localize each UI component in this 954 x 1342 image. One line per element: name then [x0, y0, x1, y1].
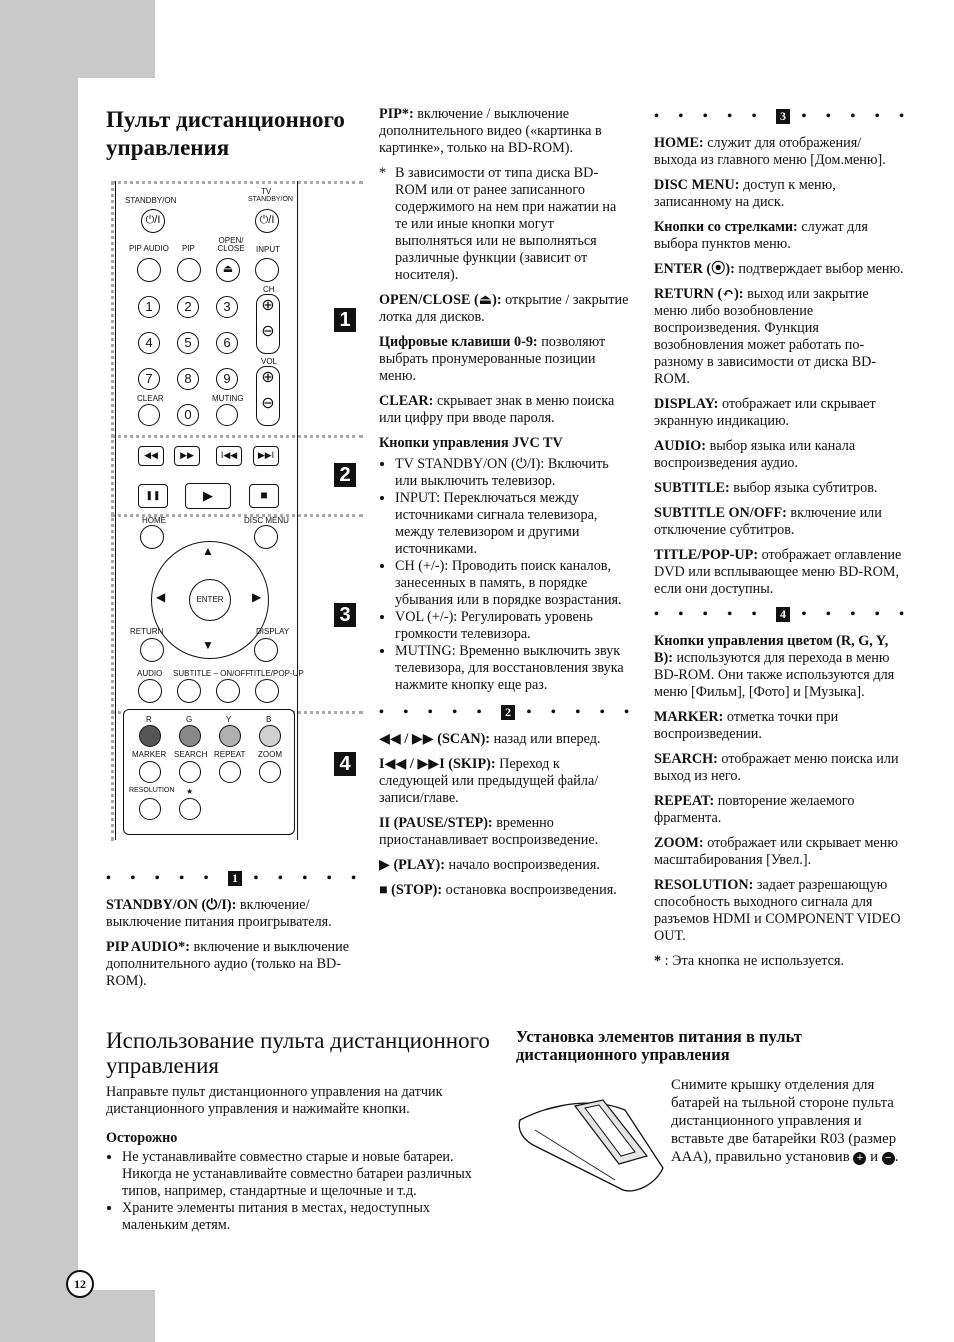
title-popup-label: TITLE/POP-UP [249, 669, 304, 678]
term: ■ (STOP): [379, 882, 443, 898]
desc-repeat [654, 793, 904, 827]
desc-arrows [654, 219, 904, 253]
standby-button[interactable]: ⏻/I [141, 209, 165, 233]
tv-standby-button[interactable]: ⏻/I [255, 209, 279, 233]
desc-enter [654, 261, 904, 278]
list-item: • VOL (+/-): Регулировать уровень громкости телевизора. [395, 609, 629, 643]
column-2 [379, 106, 638, 907]
desc-text: отображает меню поиска или выход из него. [654, 751, 899, 784]
play-button[interactable]: ▶ [185, 483, 231, 509]
subtitle-button[interactable] [177, 679, 201, 703]
section-divider: • • • • • 3 • • • • • [654, 109, 913, 124]
usage-intro: Направьте пульт дистанционного управления на датчик дистанционного управления и нажимайте кнопки. [106, 1084, 443, 1117]
section-divider: • • • • • 2 • • • • • [379, 705, 638, 720]
desc-text: временно приостанавливает воспроизведение. [379, 815, 599, 848]
arrow-right-icon[interactable]: ▶ [252, 590, 262, 604]
tv-standby-label: STANDBY/ON [248, 196, 293, 203]
term: STANDBY/ON (⏻/I): [106, 897, 237, 913]
star-label: ★ [186, 787, 194, 796]
list-item: • INPUT: Переключаться между источниками сигнала телевизора, между телевизором и другими источниками. [395, 490, 629, 558]
audio-button[interactable] [138, 679, 162, 703]
term: ▶ (PLAY): [379, 857, 445, 873]
subtitle-onoff-button[interactable] [216, 679, 240, 703]
desc-search [654, 751, 904, 785]
repeat-button[interactable] [219, 761, 241, 783]
divider-number: 3 [776, 109, 790, 124]
desc-text: задает разрешающую способность выходного сигнала для разъемов HDMI и COMPONENT VIDEO OUT. [654, 877, 901, 944]
desc-digits [379, 334, 629, 385]
arrow-left-icon[interactable]: ◀ [156, 590, 166, 604]
plus-icon[interactable]: ⊕ [261, 369, 275, 386]
jvc-list [379, 456, 629, 694]
desc-subtitle [654, 480, 904, 497]
muting-label: MUTING [212, 394, 244, 403]
desc-text: открытие / закрытие лотка для дисков. [379, 292, 629, 325]
note-mark: * [379, 165, 387, 181]
desc-audio [654, 438, 904, 472]
minus-icon[interactable]: ⊖ [261, 323, 275, 340]
standby-label: STANDBY/ON [125, 196, 177, 205]
arrow-pad[interactable] [151, 541, 269, 659]
arrow-up-icon[interactable]: ▲ [202, 544, 214, 558]
desc-text: включение и выключение дополнительного аудио (только на BD-ROM). [106, 939, 350, 989]
battery-text [671, 1076, 906, 1166]
desc-skip [379, 756, 629, 807]
marker-label: MARKER [132, 750, 167, 759]
battery-title: Установка элементов питания в пульт дистанционного управления [516, 1027, 802, 1064]
term: ◀◀ / ▶▶ (SCAN): [379, 731, 491, 747]
desc-pip-audio [106, 939, 351, 990]
page-number: 12 [66, 1270, 94, 1298]
caution-title [106, 1130, 498, 1147]
term: RESOLUTION: [654, 877, 754, 893]
term: Цифровые клавиши 0-9: [379, 334, 538, 350]
desc-text: используются для перехода в меню BD-ROM. Они также используются для меню [Фильм], [Фото] и [Музыка]. [654, 650, 895, 700]
desc-text: Переход к следующей или предыдущей файла/записи/главе. [379, 756, 599, 806]
desc-return [654, 286, 904, 388]
star-button[interactable] [179, 798, 201, 820]
term: REPEAT: [654, 793, 715, 809]
desc-stop [379, 882, 629, 899]
desc-display [654, 396, 904, 430]
page-margin-left [0, 0, 78, 1342]
divider-number: 2 [501, 705, 515, 720]
stop-button[interactable]: ■ [249, 484, 279, 508]
pip-button[interactable] [177, 258, 201, 282]
plus-icon: + [853, 1152, 866, 1165]
return-label: RETURN [130, 627, 164, 636]
audio-label: AUDIO [137, 669, 163, 678]
term: CLEAR: [379, 393, 434, 409]
home-button[interactable] [140, 525, 164, 549]
pip-audio-button[interactable] [137, 258, 161, 282]
digit-1-button[interactable]: 1 [138, 296, 160, 318]
term: SEARCH: [654, 751, 718, 767]
jvc-title [379, 435, 629, 452]
digit-9-button[interactable]: 9 [216, 368, 238, 390]
battery-instructions: Снимите крышку отделения для батарей на тыльной стороне пульта дистанционного управления и вставьте две батарейки R03 (размер AAA), правильно установив [671, 1077, 897, 1165]
y-label: Y [226, 715, 232, 724]
desc-text: назад или вперед. [490, 731, 601, 747]
desc-text: : Эта кнопка не используется. [661, 953, 845, 969]
open-close-button[interactable]: ⏏ [216, 258, 240, 282]
desc-text: служат для выбора пунктов меню. [654, 219, 868, 252]
tv-label: TV [261, 187, 272, 196]
zoom-label: ZOOM [258, 750, 282, 759]
vol-label: VOL [261, 357, 278, 366]
disc-menu-button[interactable] [254, 525, 278, 549]
list-item: • MUTING: Временно выключить звук телевизора, для восстановления звука нажмите кнопку еще раз. [395, 643, 629, 694]
desc-home [654, 135, 904, 169]
end-text: . [894, 1149, 899, 1165]
remote-body-edge [297, 181, 298, 840]
pause-button[interactable]: ❚❚ [138, 484, 168, 508]
caution-heading: Осторожно [106, 1130, 178, 1146]
muting-button[interactable] [216, 404, 238, 426]
subtitle-label: SUBTITLE – ON/OFF [173, 669, 251, 678]
resolution-button[interactable] [139, 798, 161, 820]
desc-subtitle-onoff [654, 505, 904, 539]
repeat-label: REPEAT [214, 750, 246, 759]
desc-text: позволяют выбрать пронумерованные позиции меню. [379, 334, 606, 384]
display-label: DISPLAY [256, 627, 290, 636]
term: DISPLAY: [654, 396, 719, 412]
scan-back-button[interactable]: ◀◀ [138, 446, 164, 466]
term: Кнопки со стрелками: [654, 219, 798, 235]
clear-button[interactable] [138, 404, 160, 426]
desc-text: отображает или скрывает экранную индикацию. [654, 396, 876, 429]
desc-clear [379, 393, 629, 427]
scan-forward-button[interactable]: ▶▶ [174, 446, 200, 466]
term: SUBTITLE ON/OFF: [654, 505, 787, 521]
note [379, 165, 629, 284]
desc-text: выход или закрытие меню либо возобновление воспроизведения. Функция возобновления может работать по-разному в зависимости от диска BD-ROM. [654, 286, 877, 387]
disc-menu-label: DISC MENU [244, 516, 289, 525]
section-number-3: 3 [334, 603, 356, 627]
return-button[interactable] [140, 638, 164, 662]
desc-text: начало воспроизведения. [444, 857, 600, 873]
desc-text: отметка точки при воспроизведении. [654, 709, 839, 742]
desc-text: включение/ выключение питания проигрывателя. [106, 897, 332, 930]
term: PIP*: [379, 106, 414, 122]
pip-label: PIP [182, 244, 195, 253]
term: DISC MENU: [654, 177, 740, 193]
list-item: • Не устанавливайте совместно старые и новые батареи. Никогда не устанавливайте совместно батареи различных типов, например, стандартные и щелочные и т.д. [122, 1149, 498, 1200]
term: MARKER: [654, 709, 724, 725]
term: ENTER (⦿): [654, 261, 735, 277]
desc-resolution [654, 877, 904, 945]
section-number-1: 1 [334, 308, 356, 332]
resolution-label: RESOLUTION [129, 787, 175, 794]
term: Кнопки управления JVC TV [379, 435, 563, 451]
section-title-usage: Использование пульта дистанционного управления [106, 1028, 490, 1078]
desc-text: служит для отображения/выхода из главного меню [Дом.меню]. [654, 135, 886, 168]
minus-icon: − [882, 1152, 895, 1165]
column-1 [106, 870, 365, 998]
g-label: G [186, 715, 193, 724]
desc-text: выбор языка субтитров. [729, 480, 878, 496]
desc-color-buttons [654, 633, 904, 701]
desc-scan [379, 731, 629, 748]
r-label: R [146, 715, 152, 724]
digit-0-button[interactable]: 0 [177, 404, 199, 426]
desc-text: доступ к меню, записанному на диск. [654, 177, 836, 210]
star-mark: * [654, 953, 662, 969]
desc-text: повторение желаемого фрагмента. [654, 793, 855, 826]
desc-text: остановка воспроизведения. [442, 882, 617, 898]
term: AUDIO: [654, 438, 707, 454]
minus-icon[interactable]: ⊖ [261, 395, 275, 412]
and-text: и [866, 1149, 882, 1165]
list-item: • TV STANDBY/ON (⏻/I): Включить или выключить телевизор. [395, 456, 629, 490]
enter-button[interactable]: ENTER [189, 579, 231, 621]
desc-title-popup [654, 547, 904, 598]
term: Кнопки управления цветом (R, G, Y, B): [654, 633, 889, 666]
term: SUBTITLE: [654, 480, 730, 496]
term: ZOOM: [654, 835, 704, 851]
search-button[interactable] [179, 761, 201, 783]
zoom-button[interactable] [259, 761, 281, 783]
yellow-button[interactable] [219, 725, 241, 747]
digit-4-button[interactable]: 4 [138, 332, 160, 354]
desc-text: выбор языка или канала воспроизведения аудио. [654, 438, 856, 471]
divider-number: 1 [228, 871, 242, 886]
battery-illustration [515, 1090, 665, 1196]
term: II (PAUSE/STEP): [379, 815, 493, 831]
divider-number: 4 [776, 607, 790, 622]
title-popup-button[interactable] [255, 679, 279, 703]
pip-audio-label: PIP AUDIO [129, 244, 169, 253]
plus-icon[interactable]: ⊕ [261, 297, 275, 314]
search-label: SEARCH [174, 750, 208, 759]
section-divider: • • • • • 1 • • • • • [106, 871, 365, 886]
remote-body-edge [115, 181, 116, 840]
desc-text: скрывает знак в меню поиска или цифру при вводе пароля. [379, 393, 615, 426]
section-number-4: 4 [334, 752, 356, 776]
page-margin-bottom [78, 1290, 155, 1342]
term: I◀◀ / ▶▶I (SKIP): [379, 756, 496, 772]
term: RETURN (↶): [654, 286, 744, 302]
desc-text: включение / выключение дополнительного видео («картинка в картинке», только на BD-ROM). [379, 106, 602, 156]
input-label: INPUT [256, 245, 280, 254]
arrow-down-icon[interactable]: ▼ [202, 638, 214, 652]
term: HOME: [654, 135, 704, 151]
desc-play [379, 857, 629, 874]
display-button[interactable] [254, 638, 278, 662]
section-divider: • • • • • 4 • • • • • [654, 607, 913, 622]
desc-open-close [379, 292, 629, 326]
list-item: • Храните элементы питания в местах, недоступных маленьким детям. [122, 1200, 498, 1234]
digit-8-button[interactable]: 8 [177, 368, 199, 390]
b-label: B [266, 715, 272, 724]
list-item: • CH (+/-): Проводить поиск каналов, занесенных в память, в порядке убывания или в порядке возрастания. [395, 558, 629, 609]
desc-disc-menu [654, 177, 904, 211]
section-title-remote: Пульт дистанционного управления [106, 107, 345, 160]
desc-pause [379, 815, 629, 849]
digit-5-button[interactable]: 5 [177, 332, 199, 354]
digit-7-button[interactable]: 7 [138, 368, 160, 390]
marker-button[interactable] [139, 761, 161, 783]
desc-zoom [654, 835, 904, 869]
digit-3-button[interactable]: 3 [216, 296, 238, 318]
red-button[interactable] [139, 725, 161, 747]
desc-text: подтверждает выбор меню. [734, 261, 904, 277]
usage-text [106, 1084, 498, 1240]
home-label: HOME [142, 516, 166, 525]
skip-forward-button[interactable]: ▶▶I [253, 446, 279, 466]
desc-text: отображает или скрывает меню масштабирования [Увел.]. [654, 835, 898, 868]
skip-back-button[interactable]: I◀◀ [216, 446, 242, 466]
desc-pip [379, 106, 629, 157]
section-number-2: 2 [334, 463, 356, 487]
green-button[interactable] [179, 725, 201, 747]
clear-label: CLEAR [137, 394, 164, 403]
desc-marker [654, 709, 904, 743]
star-note [654, 953, 904, 970]
desc-text: отображает оглавление DVD или всплывающее меню BD-ROM, если они доступны. [654, 547, 902, 597]
caution-list [106, 1149, 498, 1234]
digit-6-button[interactable]: 6 [216, 332, 238, 354]
digit-2-button[interactable]: 2 [177, 296, 199, 318]
note-text: В зависимости от типа диска BD-ROM или от ранее записанного содержимого на нем при нажатии на те или иные кнопки могут выполняться или не выполняться различные функции (зависит от носителя). [395, 165, 617, 283]
vol-rocker[interactable] [256, 366, 280, 426]
term: TITLE/POP-UP: [654, 547, 759, 563]
remote-illustration [111, 181, 361, 840]
desc-text: включение или отключение субтитров. [654, 505, 882, 538]
column-3 [654, 108, 913, 978]
desc-standby [106, 897, 351, 931]
ch-label: CH [263, 285, 275, 294]
term: OPEN/CLOSE (⏏): [379, 292, 502, 308]
input-button[interactable] [255, 258, 279, 282]
term: PIP AUDIO*: [106, 939, 190, 955]
open-close-label: OPEN/ CLOSE [217, 236, 245, 253]
blue-button[interactable] [259, 725, 281, 747]
ch-rocker[interactable] [256, 294, 280, 354]
